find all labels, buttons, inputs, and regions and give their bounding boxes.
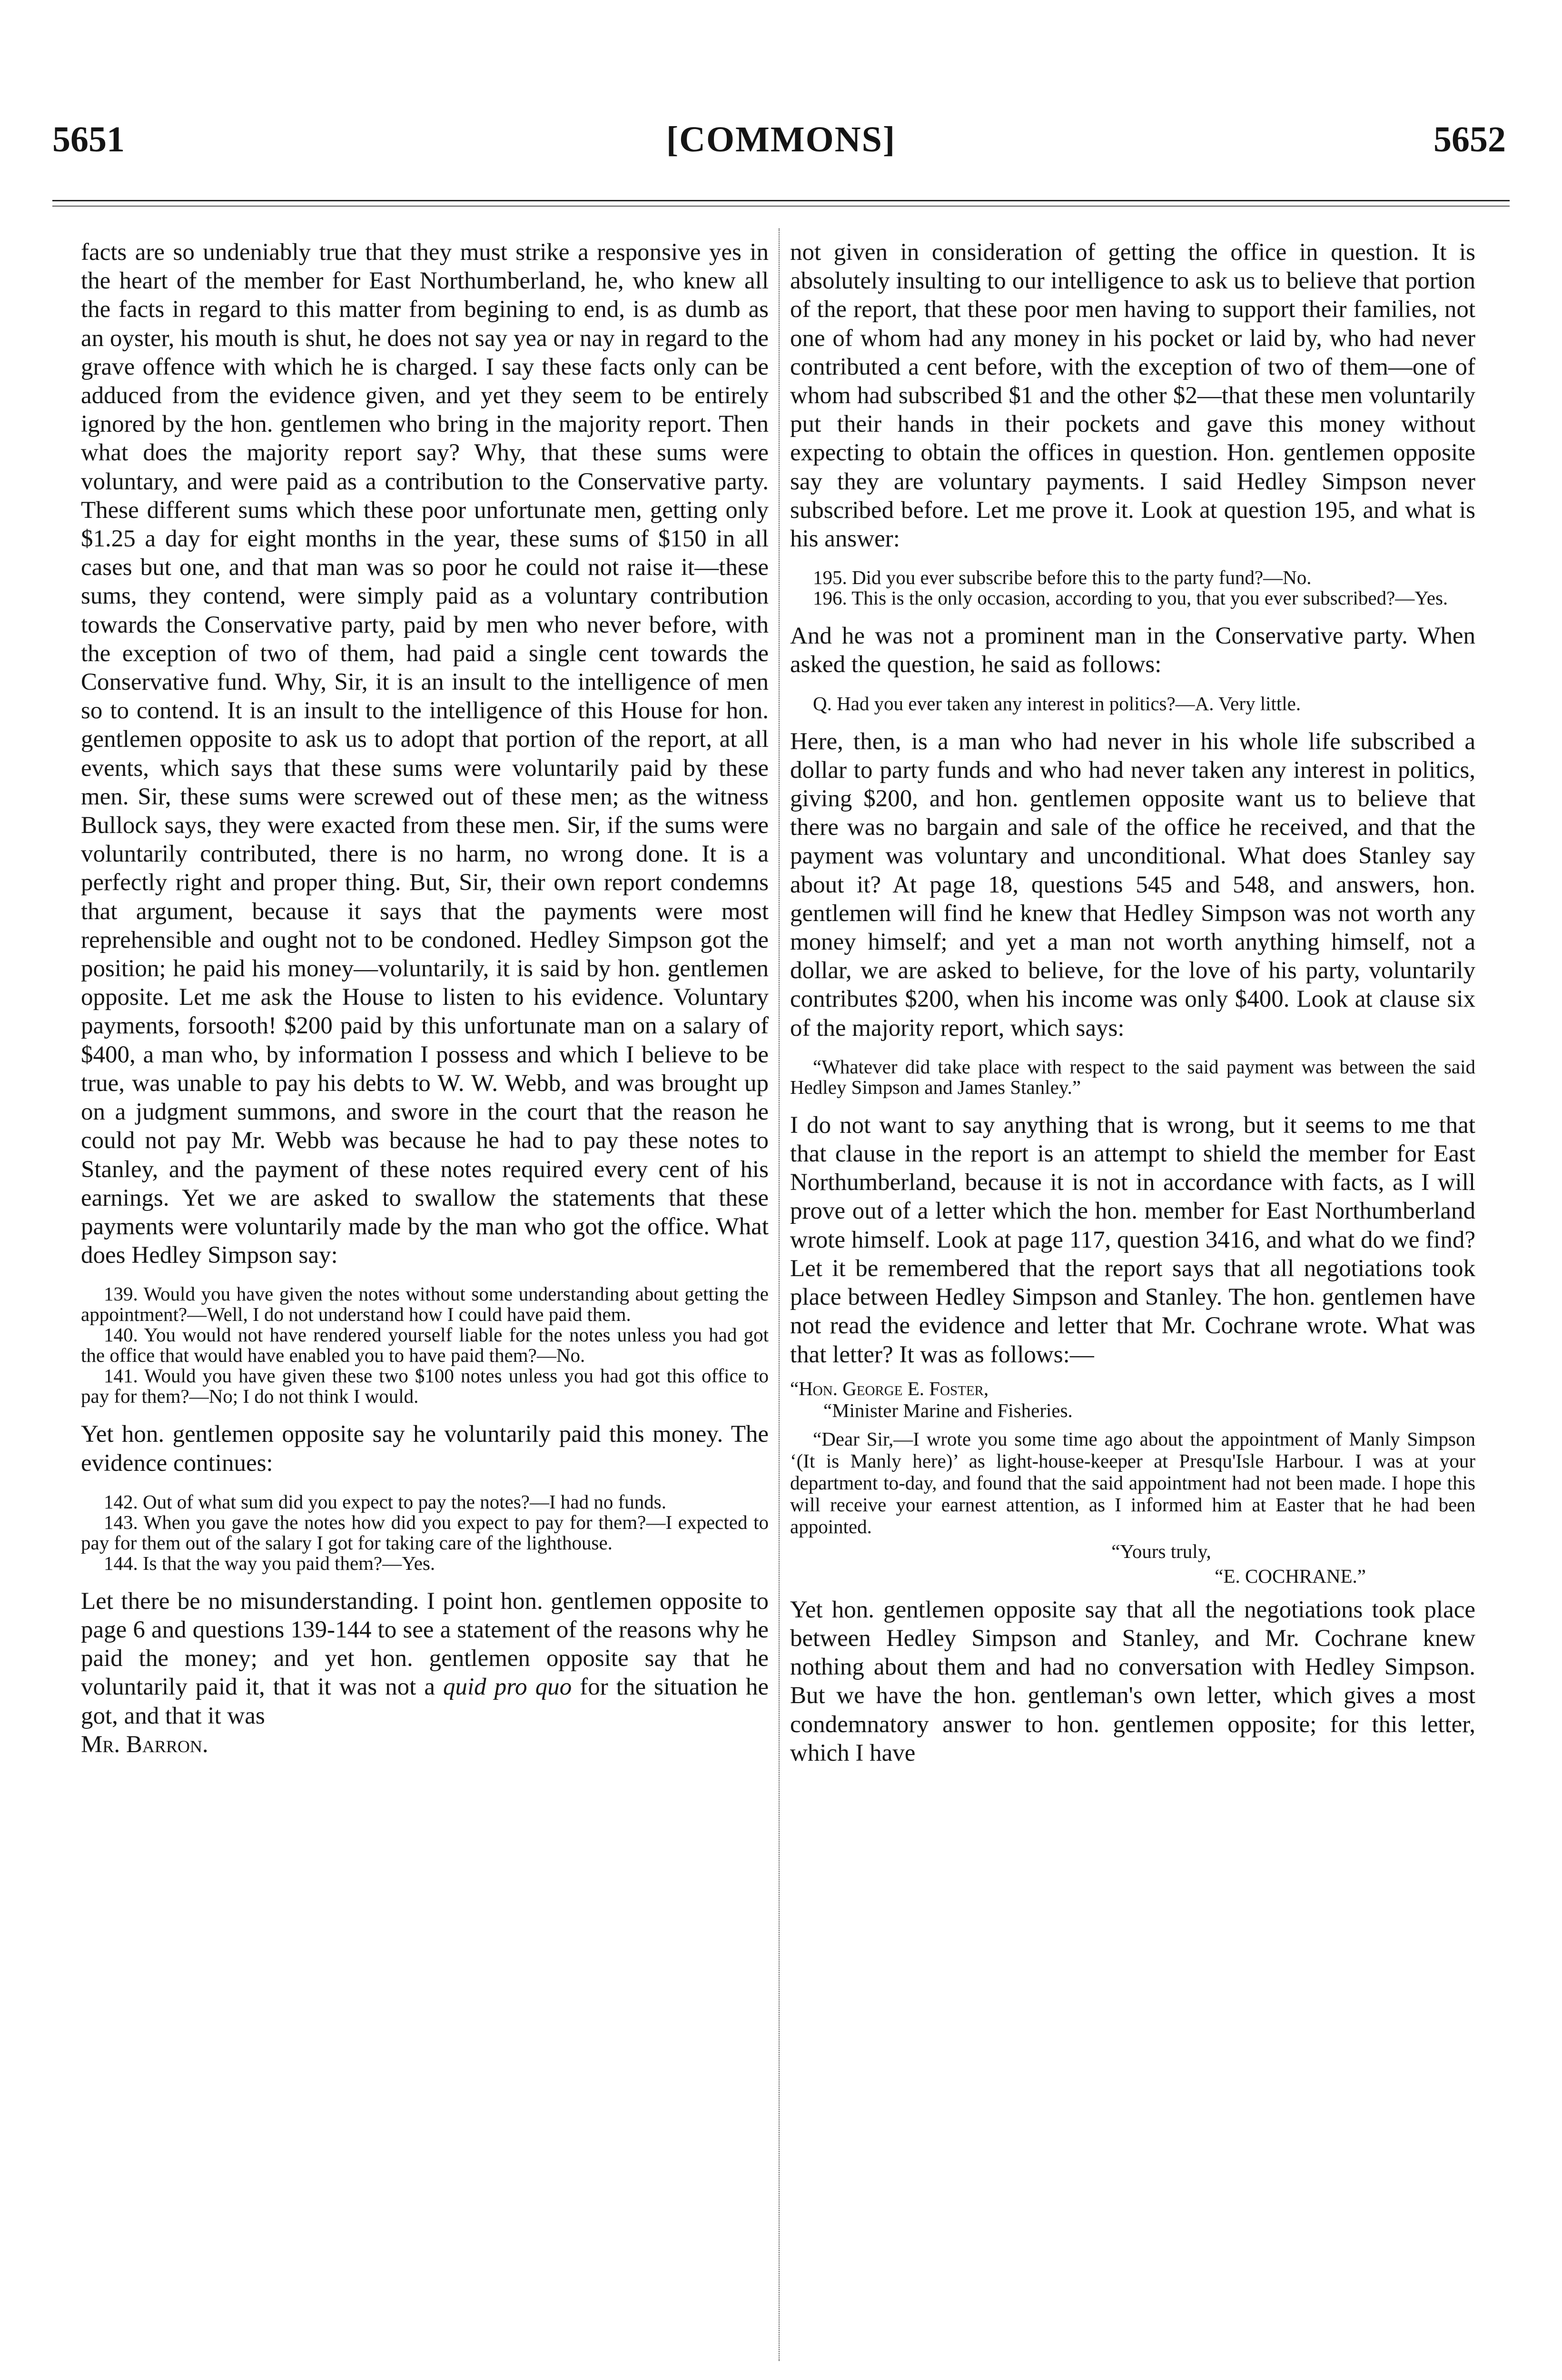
question-politics: Q. Had you ever taken any interest in politics?—A. Very little. — [813, 692, 1301, 714]
question-196: 196. This is the only occasion, according to you, that you ever subscribed?—Yes. — [813, 587, 1448, 609]
letter-closing: “Yours truly, — [1111, 1540, 1211, 1562]
left-paragraph-3 — [81, 1587, 769, 1759]
left-paragraph-2: Yet hon. gentlemen opposite say he voluntarily paid this money. The evidence continues: — [81, 1421, 769, 1477]
question-140: 140. You would not have rendered yourself liable for the notes unless you had got the office that would have enabled you to have paid them?—No. — [81, 1324, 769, 1367]
page-header — [0, 0, 1562, 200]
evidence-block-142-144 — [81, 1492, 769, 1574]
speaker-name: Mr. Barron. — [81, 1731, 208, 1758]
left-paragraph-3-text-b: for the situation he got, and that it was — [81, 1674, 769, 1729]
latin-phrase: quid pro quo — [443, 1674, 572, 1701]
letter-addressee: “Hon. George E. Foster, — [790, 1377, 989, 1399]
running-head: [COMMONS] — [666, 119, 896, 159]
letter-body: “Dear Sir,—I wrote you some time ago about the appointment of Manly Simpson ‘(It is Manly here)’ as light-house-keeper at Presqu'Isle Harbour. I was at your department to-day, and found that the said appointment had not been made. I hope this will receive your earnest attention, as I informed him at Easter that he had been appointed. — [790, 1428, 1475, 1537]
page-number-right: 5652 — [1433, 119, 1506, 159]
right-paragraph-1: not given in consideration of getting the office in question. It is absolutely insulting to our intelligence to ask us to believe that portion of the report, that these poor men having to support their families, not one of whom had any money in his pocket or laid by, who had never contributed a cent before, with the exception of two of them—one of whom had subscribed $1 and the other $2—that these men voluntarily put their hands in their pockets and gave this money without expecting to obtain the offices in question. Hon. gentlemen opposite say they are voluntary payments. I said Hedley Simpson never subscribed before. Let me prove it. Look at question 195, and what is his answer: — [790, 239, 1475, 553]
evidence-block-139-141 — [81, 1284, 769, 1407]
left-column — [81, 238, 769, 2380]
letter-addressee-title: “Minister Marine and Fisheries. — [823, 1399, 1073, 1421]
header-rule-secondary — [52, 206, 1510, 207]
letter-signature: “E. COCHRANE.” — [1215, 1565, 1366, 1587]
question-143: 143. When you gave the notes how did you expect to pay for them?—I expected to pay for them out of the salary I got for taking care of the lighthouse. — [81, 1511, 769, 1554]
right-paragraph-5: Yet hon. gentlemen opposite say that all the negotiations took place between Hedley Simpson and Stanley, and Mr. Cochrane knew nothing about them and had no conversation with Hedley Simpson. But we have the hon. gentleman's own letter, which gives a most condemnatory answer to hon. gentlemen opposite; for this letter, which I have — [790, 1596, 1475, 1766]
right-paragraph-4: I do not want to say anything that is wrong, but it seems to me that that clause in the report is an attempt to shield the member for East Northumberland, because it is not in accordance with facts, as I will prove out of a letter which the hon. member for East Northumberland wrote himself. Look at page 117, question 3416, and what do we find? Let it be remembered that the report says that all negotiations took place between Hedley Simpson and Stanley. The hon. gentlemen have not read the evidence and letter that Mr. Cochrane wrote. What was that letter? It was as follows:— — [790, 1111, 1475, 1368]
header-rule — [52, 200, 1510, 201]
right-paragraph-3: Here, then, is a man who had never in his whole life subscribed a dollar to party funds and who had never taken any interest in politics, giving $200, and hon. gentlemen opposite want us to believe that there was no bargain and sale of the office he received, and that the payment was voluntary and unconditional. What does Stanley say about it? At page 18, questions 545 and 548, and answers, hon. gentlemen will find he knew that Hedley Simpson was not worth any money himself; and yet a man not worth anything himself, not a dollar, we are asked to believe, for the love of his party, voluntarily contributes $200, when his income was only $400. Look at clause six of the majority report, which says: — [790, 728, 1475, 1041]
question-195: 195. Did you ever subscribe before this to the party fund?—No. — [813, 566, 1312, 589]
page-number-left: 5651 — [52, 119, 125, 159]
column-divider — [779, 228, 780, 2361]
question-144: 144. Is that the way you paid them?—Yes. — [104, 1552, 435, 1574]
report-clause-quote: “Whatever did take place with respect to the said payment was between the said Hedley Simpson and James Stanley.” — [790, 1055, 1475, 1098]
right-column — [790, 238, 1475, 2380]
left-paragraph-3-text-a: Let there be no misunderstanding. I point hon. gentlemen opposite to page 6 and questions 139-144 to see a statement of the reasons why he paid the money; and yet hon. gentlemen opposite say that he voluntarily paid it, that it was not a — [81, 1587, 769, 1701]
question-142: 142. Out of what sum did you expect to pay the notes?—I had no funds. — [104, 1490, 666, 1513]
left-paragraph-1: facts are so undeniably true that they must strike a responsive yes in the heart of the member for East Northumberland, he, who knew all the facts in regard to this matter from begining to end, is as dumb as an oyster, his mouth is shut, he does not say yea or nay in regard to the grave offence with which he is charged. I say these facts only can be adduced from the evidence given, and yet they seem to be entirely ignored by the hon. gentlemen who bring in the majority report. Then what does the majority report say? Why, that these sums were voluntary, and were paid as a contribution to the Conservative party. These different sums which these poor unfortunate men, getting only $1.25 a day for eight months in the year, these sums of $150 in all cases but one, and that man was so poor he could not raise it—these sums, they contend, were simply paid as a voluntary contribution towards the Conservative party, paid by men who never before, with the exception of two of them, had paid a single cent towards the Conservative fund. Why, Sir, it is an insult to the intelligence of men so to contend. It is an insult to the intelligence of this House for hon. gentlemen opposite to ask us to adopt that portion of the report, at all events, which says that these sums were voluntarily paid by these men. Sir, these sums were screwed out of these men; as the witness Bullock says, they were exacted from these men. Sir, if the sums were voluntarily contributed, there is no harm, no wrong done. It is a perfectly right and proper thing. But, Sir, their own report condemns that argument, because it says that the payments were most reprehensible and ought not to be condoned. Hedley Simpson got the position; he paid his money—voluntarily, it is said by hon. gentlemen opposite. Let me ask the House to listen to his evidence. Voluntary payments, forsooth! $200 paid by this unfortunate man on a salary of $400, a man who, by information I possess and which I believe to be true, was unable to pay his debts to W. W. Webb, and was brought up on a judgment summons, and swore in the court that the reason he could not pay Mr. Webb was because he had to pay these notes to Stanley, and the payment of these notes required every cent of his earnings. Yet we are asked to swallow the statements that these payments were voluntarily made by the man who got the office. What does Hedley Simpson say: — [81, 239, 769, 1269]
evidence-block-politics — [790, 694, 1475, 714]
question-139: 139. Would you have given the notes without some understanding about getting the appointment?—Well, I do not understand how I could have paid them. — [81, 1283, 769, 1326]
cochrane-letter — [790, 1378, 1475, 1587]
evidence-block-195-196 — [790, 567, 1475, 608]
right-paragraph-2: And he was not a prominent man in the Conservative party. When asked the question, he said as follows: — [790, 623, 1475, 678]
question-141: 141. Would you have given these two $100 notes unless you had got this office to pay for them?—No; I do not think I would. — [81, 1365, 769, 1408]
